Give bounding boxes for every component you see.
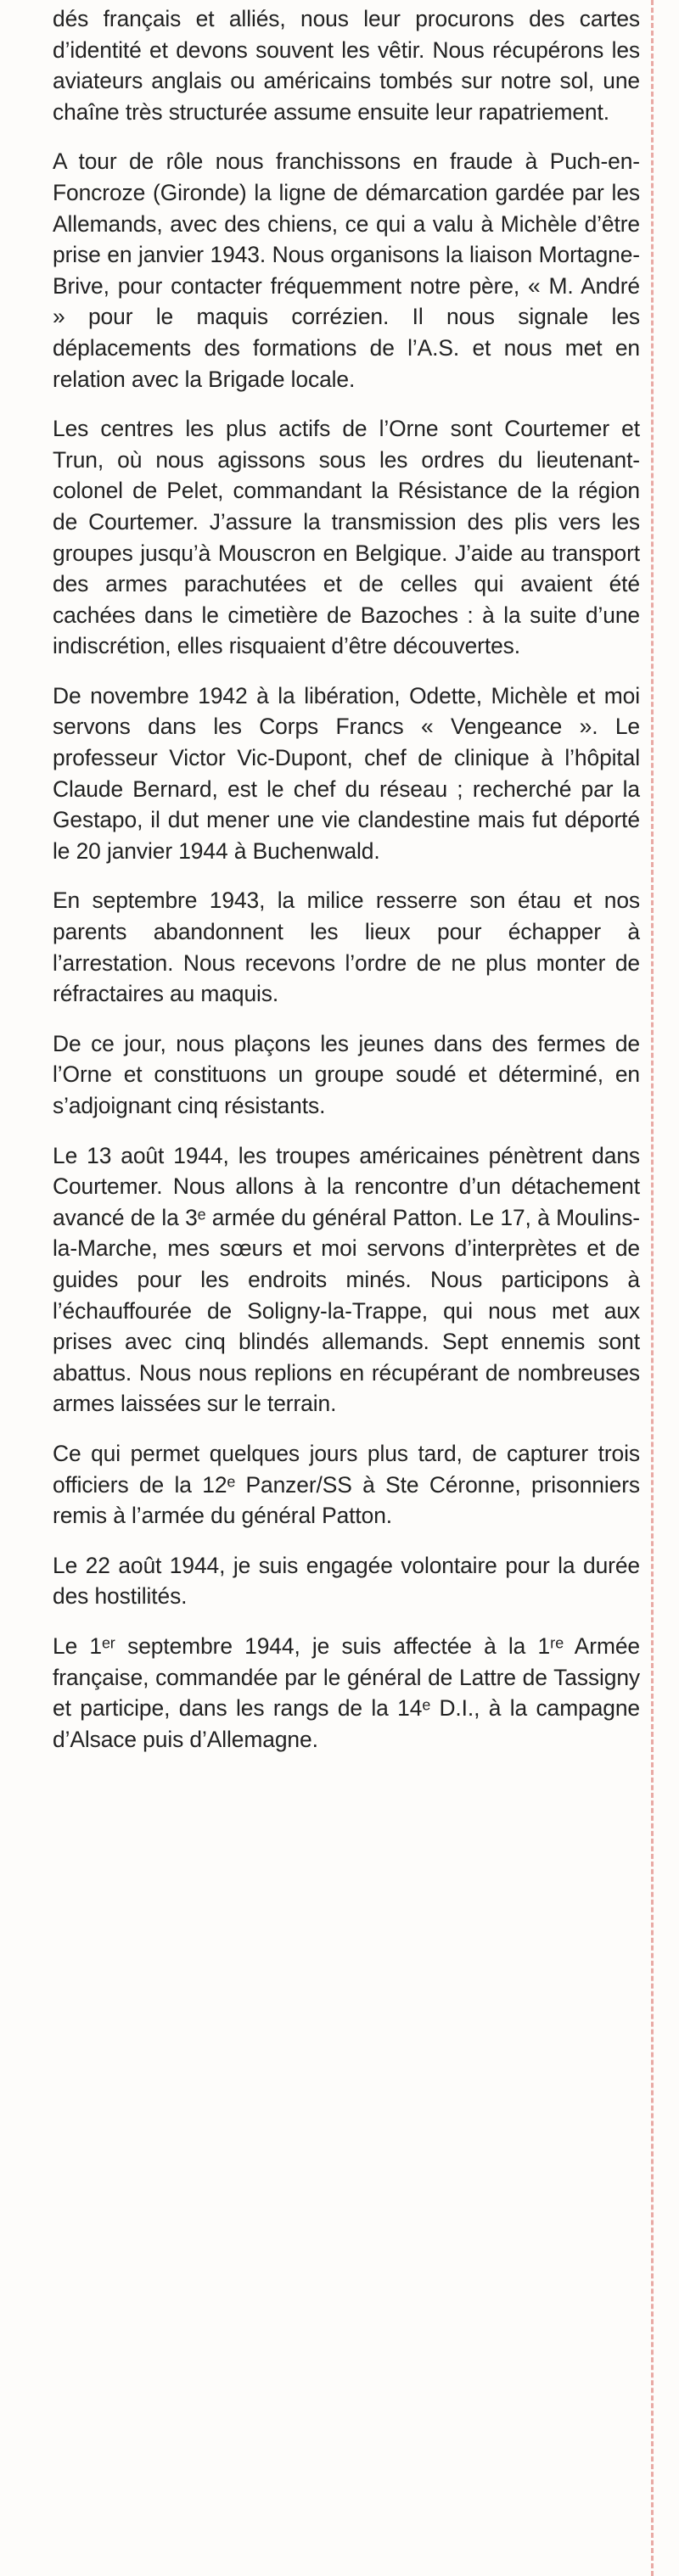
paragraph: Le 13 août 1944, les troupes américaines pénètrent dans Courtemer. Nous allons à la rencontre d’un détachement avancé de la 3ᵉ armée du général Patton. Le 17, à Moulins-la-Marche, mes sœurs et moi servons d’interprètes et de guides pour les endroits minés. Nous participons à l’échauffourée de Soligny-la-Trappe, qui nous met aux prises avec cinq blindés allemands. Sept ennemis sont abattus. Nous nous replions en récupérant de nombreuses armes laissées sur le terrain. (53, 1142, 640, 1417)
text-column (53, 3, 640, 1773)
paragraph: A tour de rôle nous franchissons en fraude à Puch-en-Foncroze (Gironde) la ligne de démarcation gardée par les Allemands, avec des chiens, ce qui a valu à Michèle d’être prise en janvier 1943. Nous organisons la liaison Mortagne-Brive, pour contacter fréquemment notre père, « M. André » pour le maquis corrézien. Il nous signale les déplacements des formations de l’A.S. et nous met en relation avec la Brigade locale. (53, 148, 640, 392)
paragraph: Les centres les plus actifs de l’Orne sont Courtemer et Trun, où nous agissons sous les ordres du lieutenant-colonel de Pelet, commandant la Résistance de la région de Courtemer. J’assure la transmission des plis vers les groupes jusqu’à Mouscron en Belgique. J’aide au transport des armes parachutées et de celles qui avaient été cachées dans le cimetière de Bazoches : à la suite d’une indiscrétion, elles risquaient d’être découvertes. (53, 416, 640, 659)
paragraph: Ce qui permet quelques jours plus tard, de capturer trois officiers de la 12ᵉ Panzer/SS à Ste Céronne, prisonniers remis à l’armée du général Patton. (53, 1440, 640, 1529)
paragraph: En septembre 1943, la milice resserre son étau et nos parents abandonnent les lieux pour échapper à l’arrestation. Nous recevons l’ordre de ne plus monter de réfractaires au maquis. (53, 888, 640, 1007)
paragraph: De novembre 1942 à la libération, Odette, Michèle et moi servons dans les Corps Francs « Vengeance ». Le professeur Victor Vic-Dupont, chef de clinique à l’hôpital Claude Bernard, est le chef du réseau ; recherché par la Gestapo, il dut mener une vie clandestine mais fut déporté le 20 janvier 1944 à Buchenwald. (53, 682, 640, 864)
paragraph: Le 1ᵉʳ septembre 1944, je suis affectée à la 1ʳᵉ Armée française, commandée par le général de Lattre de Tassigny et participe, dans les rangs de la 14ᵉ D.I., à la campagne d’Alsace puis d’Allemagne. (53, 1632, 640, 1752)
paragraph: Le 22 août 1944, je suis engagée volontaire pour la durée des hostilités. (53, 1552, 640, 1610)
paragraph: De ce jour, nous plaçons les jeunes dans des fermes de l’Orne et constituons un groupe soudé et déterminé, en s’adjoignant cinq résistants. (53, 1030, 640, 1118)
side-dashed-rule (651, 0, 654, 2576)
paragraph: dés français et alliés, nous leur procurons des cartes d’identité et devons souvent les vêtir. Nous récupérons les aviateurs anglais ou américains tombés sur notre sol, une chaîne très structurée assume ensuite leur rapatriement. (53, 6, 640, 125)
